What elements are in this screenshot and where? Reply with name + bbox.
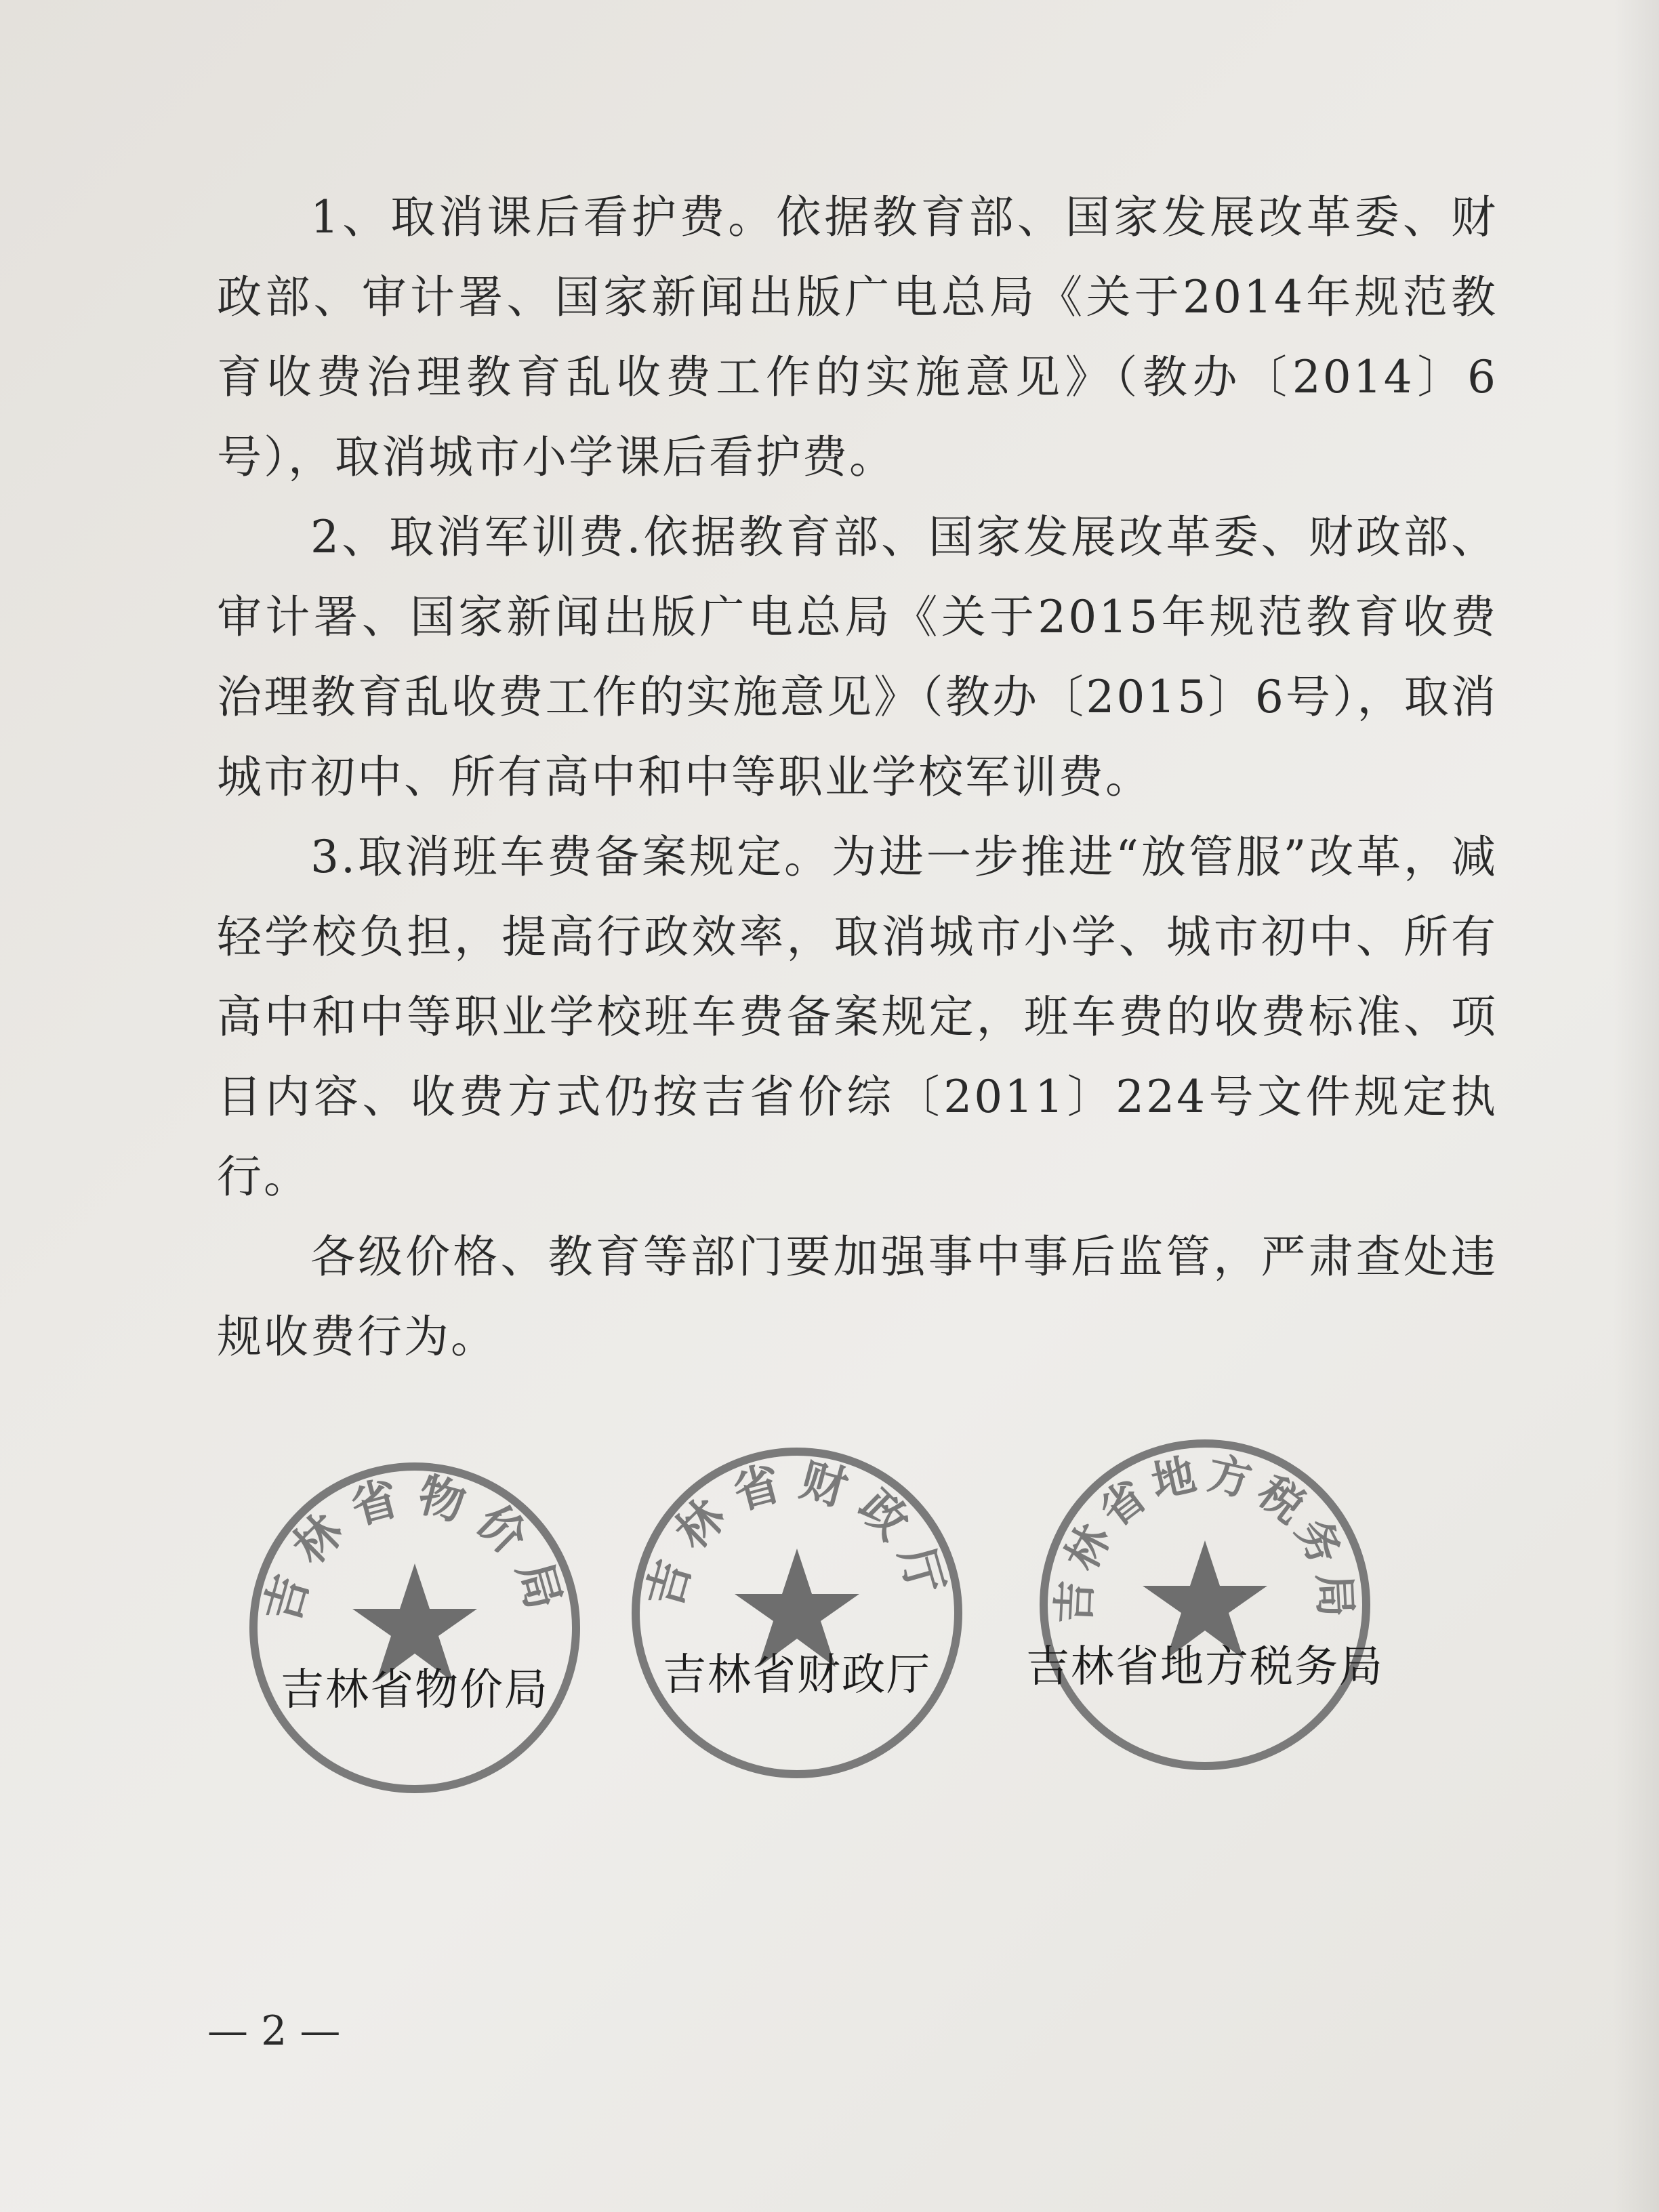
seal-price-bureau-label: 吉林省物价局 [281, 1665, 549, 1715]
seal-local-tax-bureau-emblem [1036, 1435, 1374, 1774]
document-body [217, 178, 1498, 1377]
paragraph-cancel-military-training-fee: 2、取消军训费.依据教育部、国家发展改革委、财政部、审计署、国家新闻出版广电总局《关于2015年规范教育收费治理教育乱收费工作的实施意见》（教办〔2015〕6号），取消城市初中、所有高中和中等职业学校军训费。 [217, 511, 1498, 803]
page-edge-shadow [1613, 0, 1659, 2212]
paragraph-cancel-after-school-care-fee: 1、取消课后看护费。依据教育部、国家发展改革委、财政部、审计署、国家新闻出版广电总局《关于2014年规范教育收费治理教育乱收费工作的实施意见》（教办〔2014〕6号），取消城市小学课后看护费。 [217, 191, 1498, 483]
seal-finance-department-emblem [628, 1443, 966, 1782]
page-number: — 2 — [207, 2007, 341, 2055]
paragraph-cancel-school-bus-fee-filing: 3.取消班车费备案规定。为进一步推进“放管服”改革，减轻学校负担，提高行政效率，取消城市小学、城市初中、所有高中和中等职业学校班车费备案规定，班车费的收费标准、项目内容、收费方式仍按吉省价综〔2011〕224号文件规定执行。 [217, 831, 1498, 1203]
seal-local-tax-bureau-label: 吉林省地方税务局 [1026, 1642, 1384, 1692]
svg-text:吉林省财政厅: 吉林省财政厅 [637, 1453, 957, 1614]
seal-price-bureau-emblem [245, 1458, 584, 1797]
seal-local-tax-bureau [1026, 1435, 1384, 1774]
seal-finance-department [628, 1443, 966, 1782]
seal-finance-department-label: 吉林省财政厅 [663, 1650, 931, 1700]
svg-text:吉林省物价局: 吉林省物价局 [255, 1468, 575, 1629]
svg-text:吉林省地方税务局: 吉林省地方税务局 [1049, 1448, 1361, 1625]
seal-price-bureau [245, 1458, 584, 1797]
paragraph-supervision-notice: 各级价格、教育等部门要加强事中事后监管，严肃查处违规收费行为。 [217, 1231, 1498, 1363]
